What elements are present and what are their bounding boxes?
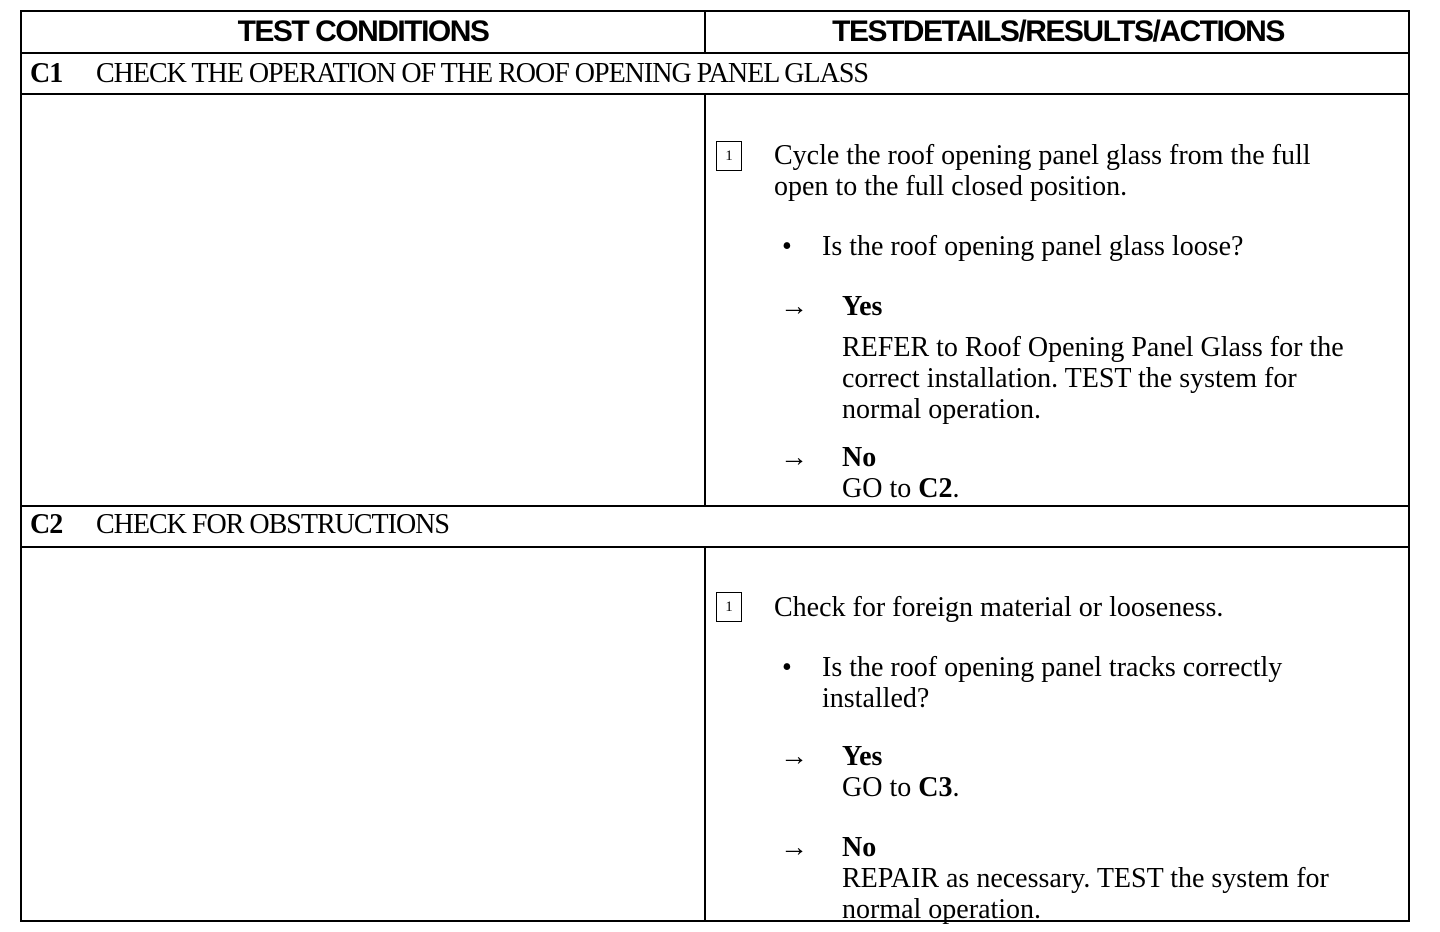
question-text [822, 652, 1282, 714]
bullet-icon: • [782, 231, 792, 262]
yes-action-line: REFER to Roof Opening Panel Glass for the [842, 332, 1344, 363]
arrow-icon: → [780, 442, 808, 473]
question-text: Is the roof opening panel glass loose? [822, 231, 1244, 262]
yes-action-line: normal operation. [842, 394, 1042, 425]
section-title: CHECK THE OPERATION OF THE ROOF OPENING PANEL GLASS [96, 58, 868, 89]
divider [704, 12, 706, 52]
no-action [842, 473, 959, 504]
no-action-line: normal operation. [842, 894, 1042, 925]
question-line: Is the roof opening panel tracks correctly [822, 652, 1283, 683]
arrow-icon: → [780, 291, 808, 322]
yes-action-target: C3 [918, 772, 953, 803]
section-code: C2 [30, 509, 63, 540]
step-instruction [774, 140, 1311, 202]
no-action-suffix: . [952, 473, 960, 504]
bullet-icon: • [782, 652, 792, 683]
section-title-c1 [30, 58, 868, 90]
divider [22, 93, 1408, 95]
no-action-line: REPAIR as necessary. TEST the system for [842, 863, 1329, 894]
step-number-box: 1 [716, 141, 742, 171]
diagnostic-table [20, 10, 1410, 925]
section-title-c2 [30, 509, 449, 541]
yes-label: Yes [842, 291, 883, 322]
header-test-details: TESTDETAILS/RESULTS/ACTIONS [832, 15, 1284, 48]
no-action-target: C2 [918, 473, 953, 504]
section-code: C1 [30, 58, 63, 89]
yes-action-suffix: . [952, 772, 960, 803]
no-action [842, 863, 1329, 925]
step-number-box: 1 [716, 592, 742, 622]
yes-action-text: GO to [842, 772, 919, 803]
no-action-text: GO to [842, 473, 919, 504]
no-label: No [842, 442, 877, 473]
step-instruction-line: Cycle the roof opening panel glass from the full [774, 140, 1311, 171]
yes-action [842, 772, 959, 803]
step-instruction-line: open to the full closed position. [774, 171, 1128, 202]
divider [22, 505, 1408, 507]
step-instruction: Check for foreign material or looseness. [774, 592, 1224, 623]
divider [22, 52, 1408, 54]
no-label: No [842, 832, 877, 863]
arrow-icon: → [780, 832, 808, 863]
header-test-conditions: TEST CONDITIONS [237, 15, 489, 48]
yes-label: Yes [842, 741, 883, 772]
arrow-icon: → [780, 741, 808, 772]
section-title: CHECK FOR OBSTRUCTIONS [96, 509, 449, 540]
yes-action-line: correct installation. TEST the system for [842, 363, 1297, 394]
question-line: installed? [822, 683, 930, 714]
divider [704, 94, 706, 505]
divider [22, 546, 1408, 548]
divider [704, 547, 706, 922]
yes-action [842, 332, 1344, 425]
